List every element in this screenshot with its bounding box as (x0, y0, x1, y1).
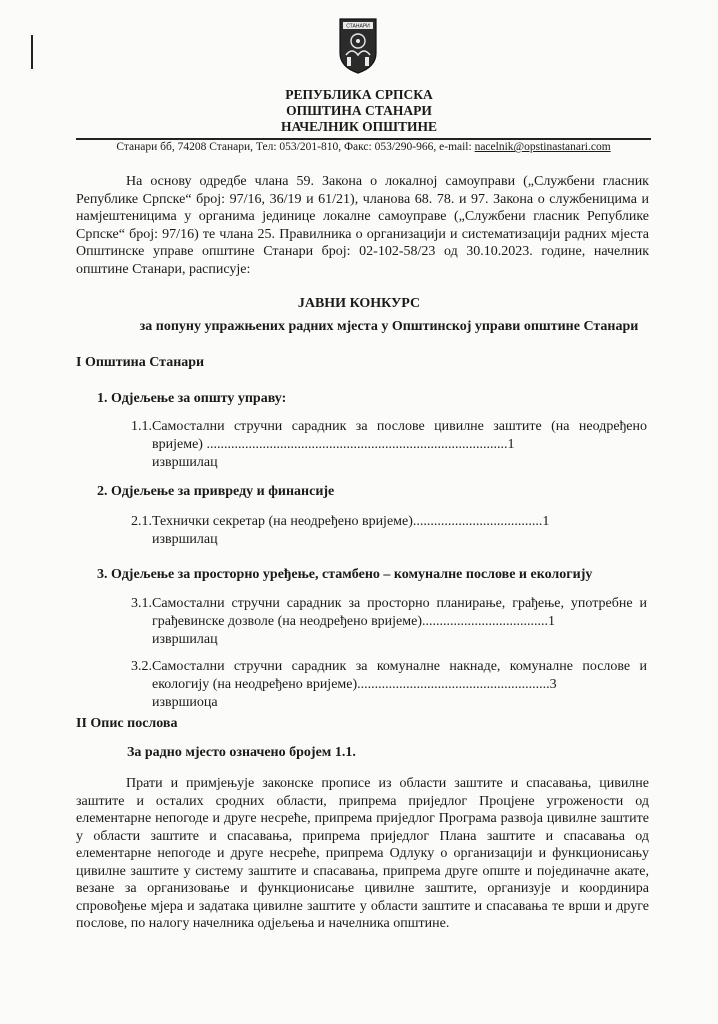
leader-dots: ..................................... (412, 514, 543, 529)
position-title: Технички секретар (на неодређено вријеме) (152, 514, 413, 529)
item-number: 3.2. (131, 659, 152, 674)
position-count: 3 (549, 677, 557, 692)
contact-line (76, 141, 651, 153)
position-title: Самостални стручни сарадник за просторно планирање, грађење, употребне и грађевинске дозволе (на неодређено вријеме) (152, 596, 647, 629)
position-unit: извршиоца (152, 695, 218, 710)
header-divider (76, 138, 651, 140)
binder-mark (31, 35, 33, 69)
intro-paragraph: На основу одредбе члана 59. Закона о локалној самоуправи („Службени гласник Републике Српске“ број: 97/16, 36/19 и 61/21), чланова 68. 78. и 97. Закона о службеницима и намјештеницима у органима јединице локалне самоуправе („Службени гласник Републике Српске“ број: 97/16) те члана 25. Правилника о организацији и систематизацији радних мјеста Општинске управе општине Станари број: 02-102-58/23 од 30.10.2023. године, начелник општине Станари, расписује: (76, 174, 649, 277)
position-count: 1 (548, 614, 556, 629)
leader-dots: ....................................................... (357, 677, 550, 692)
document-header (0, 87, 718, 135)
job-position-item (152, 595, 647, 649)
position-unit: извршилац (152, 532, 218, 547)
position-unit: извршилац (152, 455, 218, 470)
item-number: 2.1. (131, 514, 152, 529)
municipality-crest-logo (338, 17, 378, 75)
header-municipality: ОПШТИНА СТАНАРИ (286, 103, 432, 118)
document-subtitle: за попуну упражњених радних мјеста у Општинској управи општине Станари (139, 319, 639, 334)
header-republic: РЕПУБЛИКА СРПСКА (285, 87, 433, 102)
contact-text: Станари бб, 74208 Станари, Тел: 053/201-810, Факс: 053/290-966, e-mail: (116, 141, 475, 153)
department-heading-3: 3. Одјељење за просторно уређење, стамбено – комуналне послове и екологију (97, 567, 593, 582)
header-mayor: НАЧЕЛНИК ОПШТИНЕ (281, 119, 437, 134)
position-title: Самостални стручни сарадник за послове цивилне заштите (на неодређено вријеме) (152, 419, 647, 452)
item-number: 3.1. (131, 596, 152, 611)
job-position-item (152, 658, 647, 712)
job-position-item (152, 513, 647, 549)
job-description: Прати и примјењује законске прописе из области заштите и спасавања, цивилне заштите и осталих сродних области, припрема приједлог Процјене угрожености од елементарне непогоде и друге несреће, припрема приједлог Програма развоја цивилне заштите у области заштите и спасавања, припрема приједлог Плана заштите и спасавања од елементарне непогоде и друге несреће, припрема Одлуку о организацији и функционисању цивилне заштите у систему заштите и спасавања, припрема друге опште и појединачне акате, везане за организовање и функционисање цивилне заштите, организује и координира спровођење мјера и задатака цивилне заштите у области заштите и спасавања те врши и друге послове, по налогу начелника одјељења и начелника општине. (76, 776, 649, 931)
section-heading-1: I Општина Станари (76, 355, 205, 370)
section-heading-2: II Опис послова (76, 716, 178, 731)
item-number: 1.1. (131, 419, 152, 434)
department-heading-2: 2. Одјељење за привреду и финансије (97, 484, 335, 499)
position-count: 1 (542, 514, 550, 529)
position-title: Самостални стручни сарадник за комуналне накнаде, комуналне послове и екологију (на неодређено вријеме) (152, 659, 647, 692)
leader-dots: ...................................................................................... (206, 437, 508, 452)
position-count: 1 (507, 437, 515, 452)
email-link[interactable]: nacelnik@opstinastanari.com (474, 141, 611, 153)
svg-text:СТАНАРИ: СТАНАРИ (346, 23, 370, 30)
leader-dots: .................................... (422, 614, 549, 629)
job-heading: За радно мјесто означено бројем 1.1. (127, 745, 356, 760)
document-title: ЈАВНИ КОНКУРС (297, 296, 421, 311)
job-position-item (152, 418, 647, 472)
position-unit: извршилац (152, 632, 218, 647)
department-heading-1: 1. Одјељење за општу управу: (97, 391, 287, 406)
